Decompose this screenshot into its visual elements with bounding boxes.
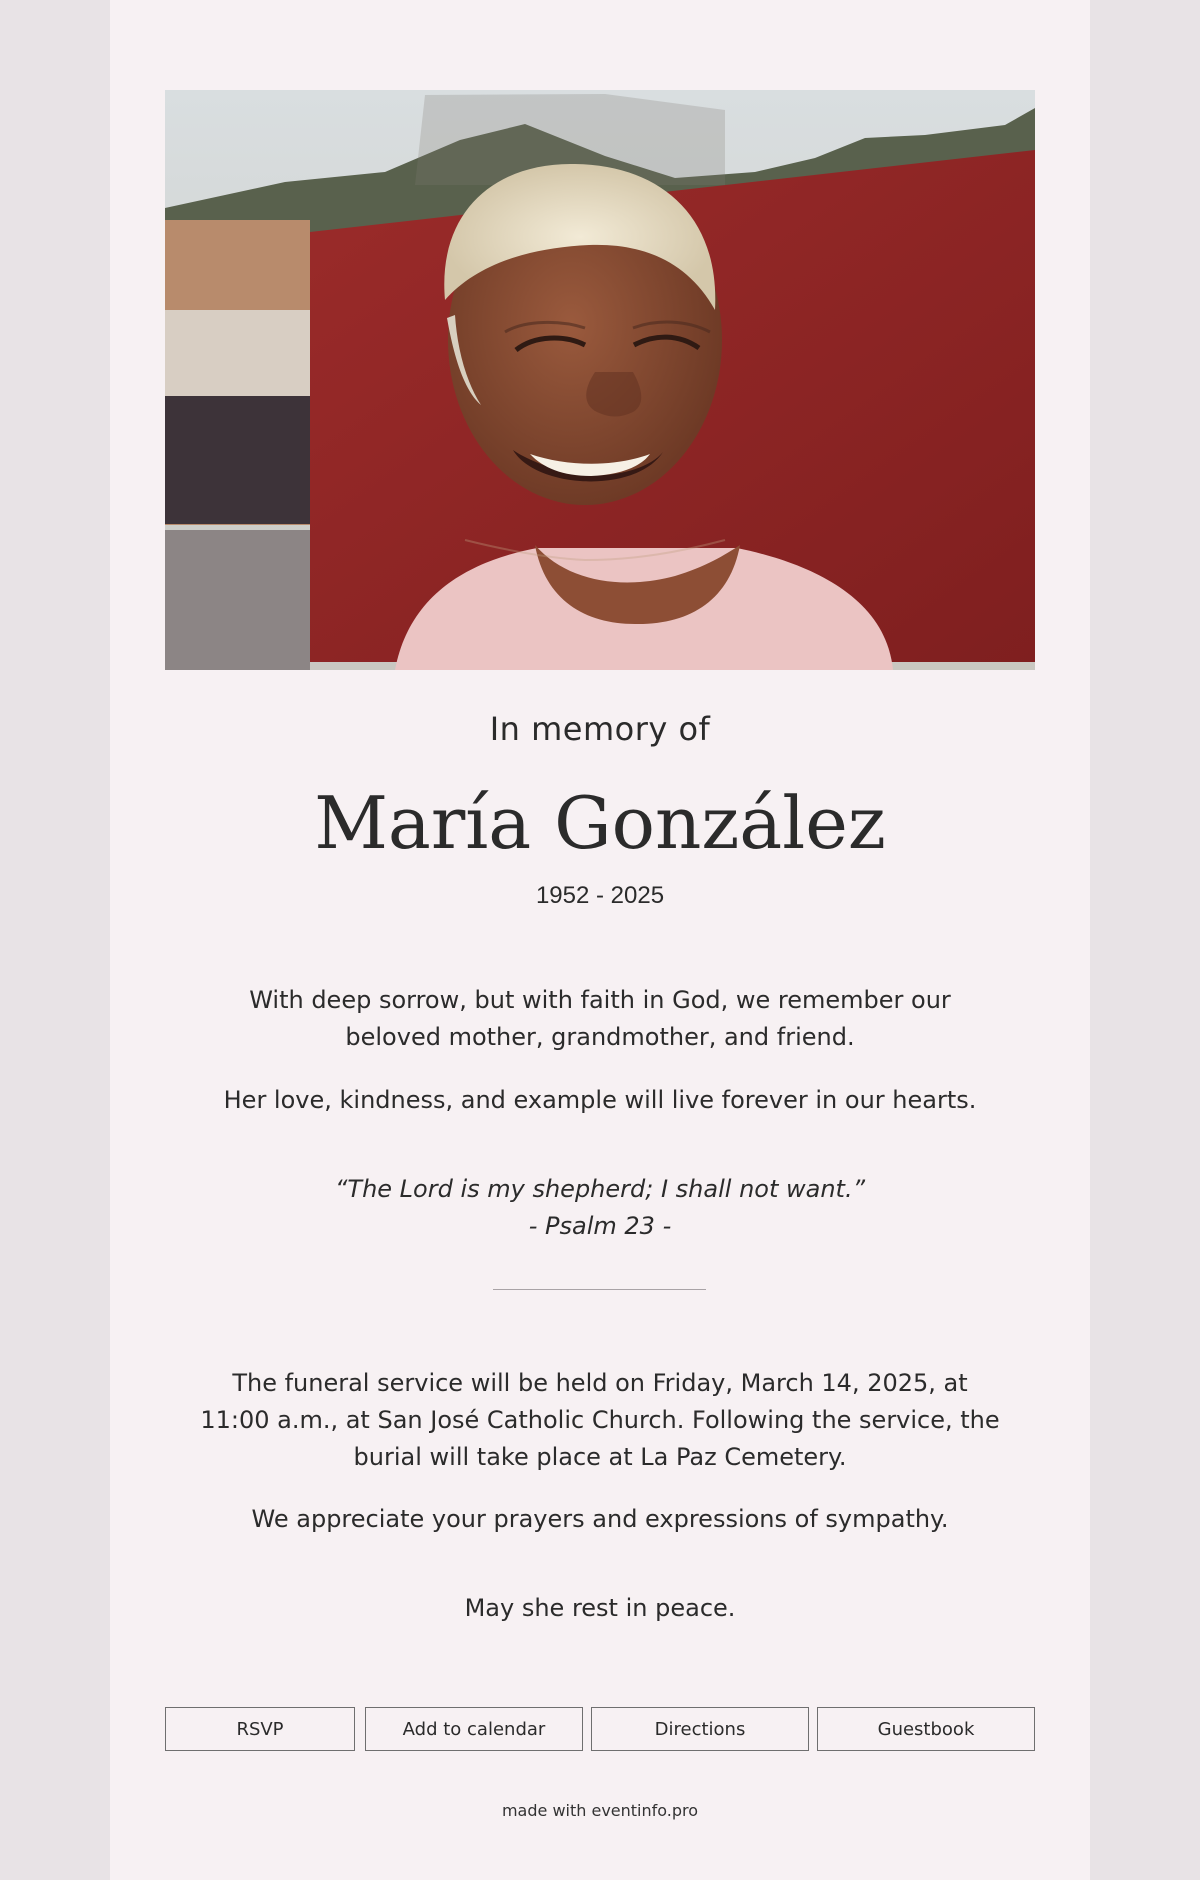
directions-button[interactable]: Directions [591,1707,809,1751]
add-to-calendar-button[interactable]: Add to calendar [365,1707,583,1751]
memorial-card [110,0,1090,1880]
closing-message: May she rest in peace. [464,1594,736,1622]
memorial-intro: In memory of [489,710,711,748]
deceased-name: María González [314,781,886,865]
guestbook-button[interactable]: Guestbook [817,1707,1035,1751]
service-details: The funeral service will be held on Friday, March 14, 2025, at 11:00 a.m., at San José Catholic Church. Following the service, the burial will take place at La Paz Cemetery. [200,1369,1000,1471]
tribute-paragraph: With deep sorrow, but with faith in God, we remember our beloved mother, grandmother, and friend. [249,986,951,1051]
section-divider [493,1289,706,1290]
scripture-reference: - Psalm 23 - [528,1212,672,1240]
footer-credit: made with eventinfo.pro [501,1801,699,1820]
life-dates: 1952 - 2025 [535,882,665,909]
tribute-paragraph-secondary: Her love, kindness, and example will live forever in our hearts. [223,1086,977,1114]
sympathy-message: We appreciate your prayers and expressions of sympathy. [251,1505,949,1533]
portrait-photo [165,90,1035,670]
scripture-quote: “The Lord is my shepherd; I shall not want.” [334,1175,866,1203]
rsvp-button[interactable]: RSVP [165,1707,355,1751]
